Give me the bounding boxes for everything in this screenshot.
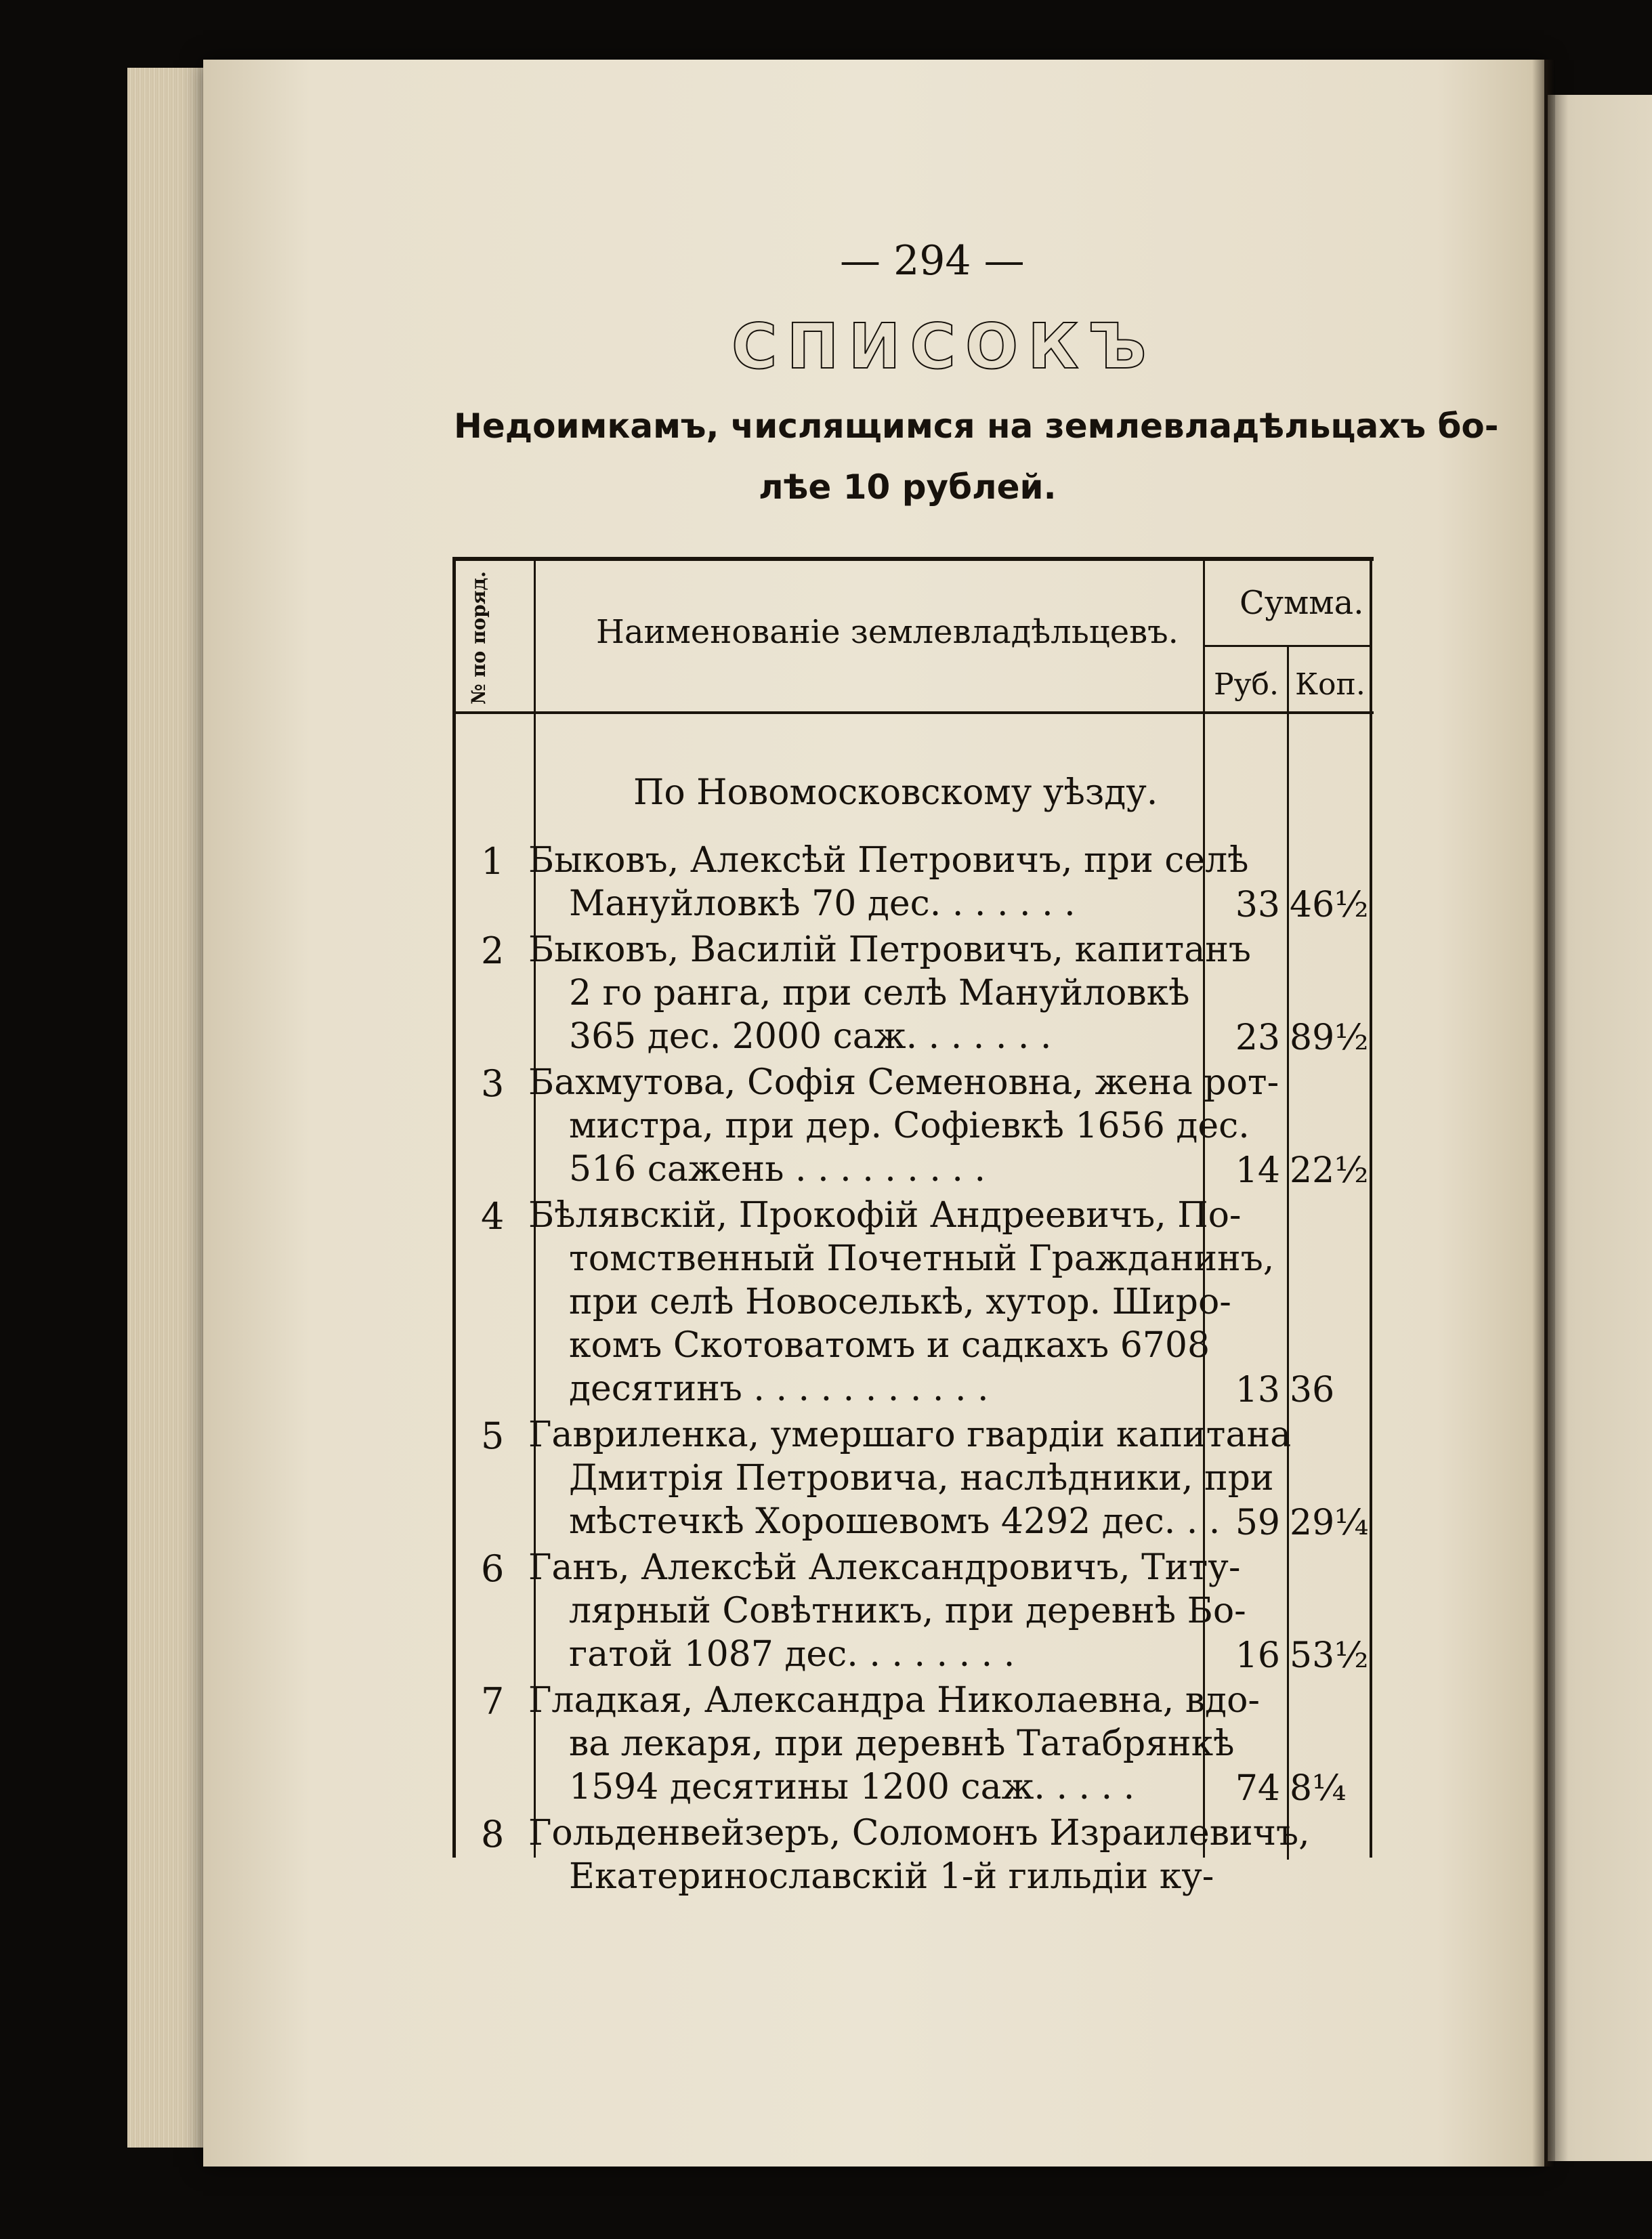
amount-kopecks: 89½	[1290, 1018, 1369, 1058]
table-cell-text: Гольденвейзеръ, Соломонъ Израилевичъ,	[528, 1813, 1310, 1854]
table-right-rule	[1370, 557, 1372, 1858]
table-top-rule	[452, 557, 1374, 561]
amount-kopecks: 8¼	[1290, 1768, 1347, 1809]
table-cell-text: Гавриленка, умершаго гвардіи капитана	[528, 1415, 1292, 1455]
amount-rubles: 74	[1235, 1768, 1280, 1809]
table-cell-text: Екатеринославскій 1-й гильдіи ку-	[569, 1856, 1214, 1897]
column-header-number: № по поряд.	[467, 571, 490, 705]
column-header-rubles: Руб.	[1214, 667, 1279, 702]
table-cell-text: Дмитрія Петровича, наслѣдники, при	[569, 1458, 1274, 1499]
amount-kopecks: 36	[1290, 1370, 1335, 1410]
table-left-rule	[452, 557, 456, 1858]
amount-rubles: 14	[1235, 1150, 1280, 1191]
table-cell-text: ва лекаря, при деревнѣ Татабрянкѣ	[569, 1723, 1235, 1764]
table-cell-text: Бѣлявскій, Прокофій Андреевичъ, По-	[528, 1195, 1242, 1236]
row-number: 1	[481, 840, 505, 883]
facing-page	[1548, 95, 1652, 2161]
table-cell-text: 365 дес. 2000 саж. . . . . . .	[569, 1016, 1052, 1057]
amount-kopecks: 29¼	[1290, 1503, 1369, 1543]
row-number: 6	[481, 1547, 505, 1590]
row-number: 8	[481, 1813, 505, 1856]
amount-rubles: 23	[1235, 1018, 1280, 1058]
column-header-name: Наименованіе землевладѣльцевъ.	[596, 613, 1179, 651]
amount-rubles: 59	[1235, 1503, 1280, 1543]
amount-kopecks: 53½	[1290, 1635, 1369, 1676]
amount-rubles: 16	[1235, 1635, 1280, 1676]
table-cell-text: комъ Скотоватомъ и садкахъ 6708	[569, 1325, 1210, 1366]
amount-rubles: 13	[1235, 1370, 1280, 1410]
document-title: СПИСОКЪ	[732, 310, 1156, 383]
amount-kopecks: 22½	[1290, 1150, 1369, 1191]
row-number: 7	[481, 1680, 505, 1723]
col-kop-divider	[1287, 647, 1289, 1860]
table-cell-text: лярный Совѣтникъ, при деревнѣ Бо-	[569, 1591, 1246, 1631]
table-cell-text: десятинъ . . . . . . . . . . .	[569, 1368, 989, 1409]
table-cell-text: Ганъ, Алексѣй Александровичъ, Титу-	[528, 1547, 1241, 1588]
amount-rubles: 33	[1235, 885, 1280, 925]
page-number: — 294 —	[840, 237, 1025, 285]
table-cell-text: 2 го ранга, при селѣ Мануйловкѣ	[569, 973, 1190, 1013]
section-heading: По Новомосковскому уѣзду.	[633, 772, 1158, 813]
row-number: 4	[481, 1195, 505, 1238]
book-gutter	[1532, 60, 1555, 2167]
page-stack-edges	[127, 68, 209, 2148]
table-cell-text: гатой 1087 дес. . . . . . . .	[569, 1634, 1015, 1675]
table-cell-text: Бахмутова, Софія Семеновна, жена рот-	[528, 1062, 1279, 1103]
row-number: 5	[481, 1415, 505, 1457]
column-header-sum: Сумма.	[1240, 584, 1364, 622]
table-cell-text: Гладкая, Александра Николаевна, вдо-	[528, 1680, 1260, 1721]
subtitle-line-1: Недоимкамъ, числящимся на землевладѣльцахъ бо-	[454, 406, 1499, 446]
table-cell-text: мѣстечкѣ Хорошевомъ 4292 дес. . .	[569, 1501, 1221, 1542]
table-cell-text: 1594 десятины 1200 саж. . . . .	[569, 1767, 1135, 1807]
table-cell-text: при селѣ Новоселькѣ, хутор. Широ-	[569, 1282, 1231, 1322]
amount-kopecks: 46½	[1290, 885, 1369, 925]
table-cell-text: мистра, при дер. Софіевкѣ 1656 дес.	[569, 1106, 1250, 1146]
table-cell-text: Мануйловкѣ 70 дес. . . . . . .	[569, 883, 1076, 924]
row-number: 3	[481, 1062, 505, 1105]
subtitle-line-2: лѣе 10 рублей.	[759, 467, 1057, 507]
table-cell-text: 516 сажень . . . . . . . . .	[569, 1149, 986, 1190]
row-number: 2	[481, 929, 505, 972]
table-header-rule	[452, 711, 1374, 714]
table-cell-text: томственный Почетный Гражданинъ,	[569, 1238, 1275, 1279]
table-cell-text: Быковъ, Василій Петровичъ, капитанъ	[528, 929, 1251, 970]
table-cell-text: Быковъ, Алексѣй Петровичъ, при селѣ	[528, 840, 1249, 881]
column-header-kopecks: Коп.	[1295, 667, 1365, 702]
